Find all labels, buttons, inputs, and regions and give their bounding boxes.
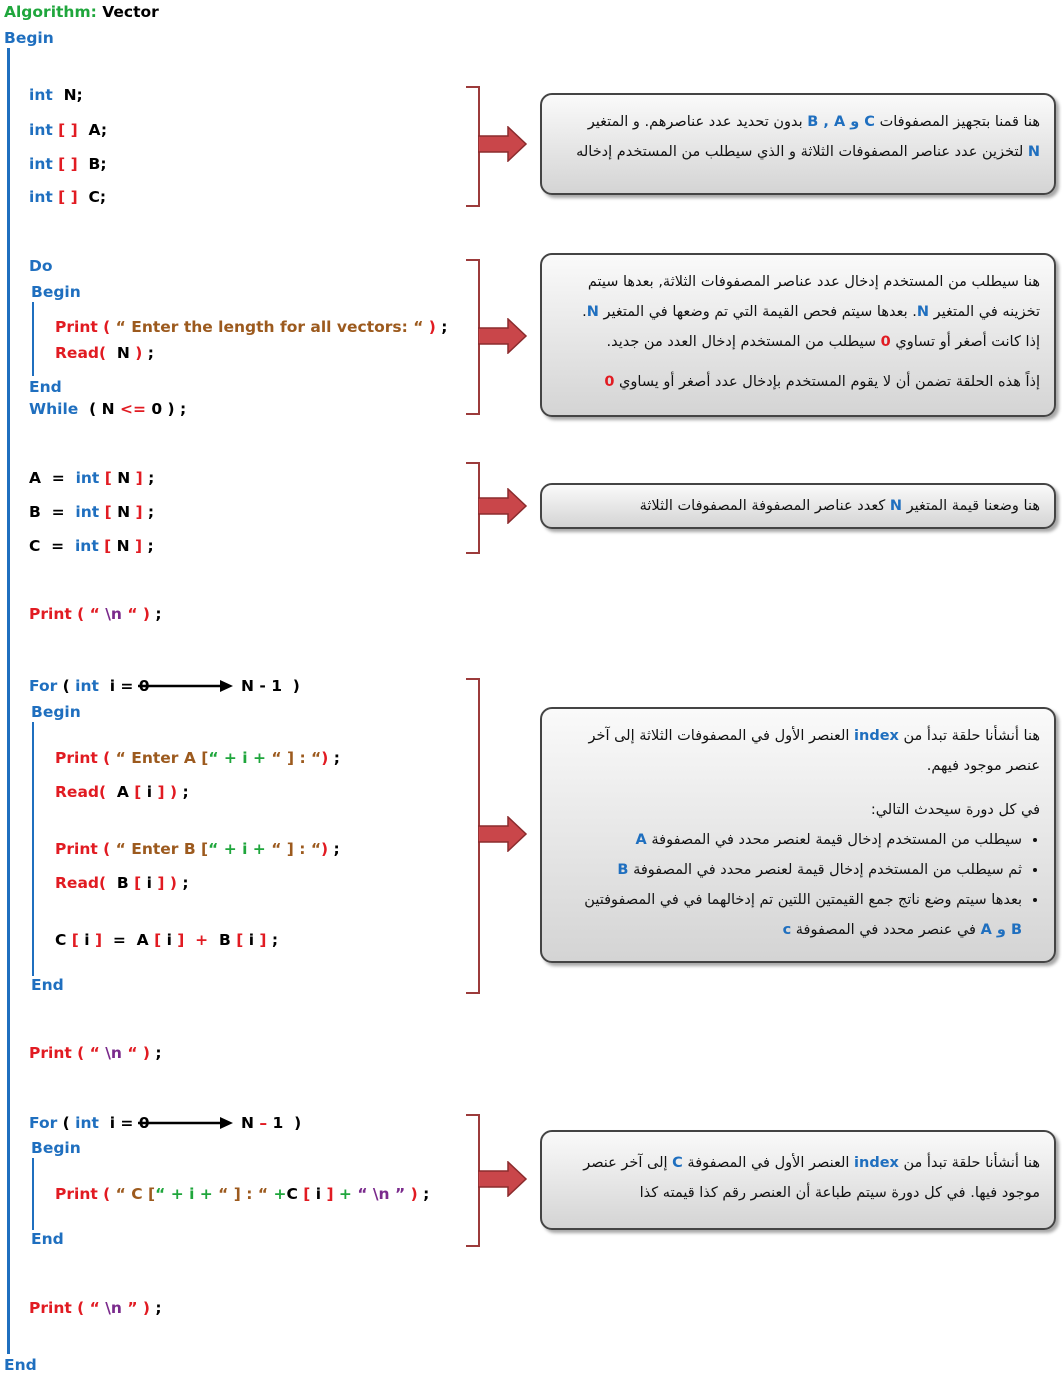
- do-read: Read( N ) ;: [55, 344, 154, 362]
- note-allocation: [540, 483, 1056, 529]
- note4-bullet2: [556, 855, 1022, 885]
- note-text: . بعدها سيتم فحص القيمة التي تم وضعها في المتغير: [603, 304, 917, 320]
- outer-block-line: [7, 48, 10, 1354]
- note-text: هنا أنشأنا حلقة تبدأ من: [903, 728, 1040, 744]
- note-text: في عنصر محدد في المصفوفة: [795, 922, 976, 938]
- kw-read: Read: [55, 344, 100, 362]
- for1-print-a: Print ( “ Enter A [“ + i + “ ] : “) ;: [55, 749, 340, 767]
- print-newline: “ \n ”: [357, 1185, 406, 1203]
- algorithm-name: Vector: [102, 3, 159, 21]
- decl-b-name: B;: [88, 155, 107, 173]
- for1-begin: Begin: [31, 703, 81, 721]
- decl-b: [29, 155, 107, 173]
- note-text: كعدد عناصر المصفوفة المصفوفات الثلاثة: [639, 498, 886, 514]
- kw-print: Print: [29, 1044, 72, 1062]
- note-text: سيطلب من المستخدم إدخال قيمة لعنصر محدد في المصفوفة: [651, 832, 1022, 848]
- sum-b: B: [218, 931, 231, 949]
- note5-line2: موجود فيها. في كل دورة سيتم طباعة أن العنصر رقم كذا قيمته كذا: [639, 1185, 1040, 1201]
- alloc-n: N: [117, 503, 131, 521]
- kw-int: int: [75, 503, 100, 521]
- note4-bullets: [556, 825, 1040, 945]
- newline-escape: \n: [105, 1299, 122, 1317]
- note-text: العنصر الأول في المصفوفات الثلاثة إلى آخر: [588, 728, 850, 744]
- note-text: بعدها سيتم وضع ناتج جمع القيمتين اللتين تم إدخالهما في في المصفوفتين: [584, 892, 1022, 908]
- prompt-b: “ Enter B [: [115, 840, 209, 858]
- note3-line: [556, 491, 1040, 521]
- index-var: i: [248, 931, 255, 949]
- note-text: هنا وضعنا قيمة المتغير: [906, 498, 1040, 514]
- note-text: تخزينه في المتغير: [933, 304, 1040, 320]
- for2-end-n: N: [241, 1114, 254, 1132]
- alloc-a: A = int [ N ] ;: [29, 469, 155, 487]
- print-newline-1: Print ( “ \n “ ) ;: [29, 605, 162, 623]
- decl-c-name: C;: [88, 188, 107, 206]
- note-var: C: [672, 1155, 683, 1171]
- for1-print-b: Print ( “ Enter B [“ + i + “ ] : “) ;: [55, 840, 340, 858]
- outer-begin: Begin: [4, 29, 54, 47]
- note-text: بدون تحديد عدد عناصرهم. و المتغير: [587, 114, 803, 130]
- note-declarations: [540, 93, 1056, 195]
- for1-block-line: [32, 722, 34, 976]
- arrow-right-icon: [478, 1161, 528, 1197]
- note4-bullet1: [556, 825, 1022, 855]
- for1-header: For ( int i = 0: [29, 677, 150, 695]
- read-var: N: [116, 344, 130, 362]
- for1-end: N - 1 ): [241, 677, 300, 695]
- cond-val: 0: [151, 400, 163, 418]
- note-text: إلى آخر عنصر: [583, 1155, 668, 1171]
- read-b-var: B: [116, 874, 129, 892]
- alloc-b-var: B: [29, 503, 41, 521]
- decl-n: [29, 86, 83, 104]
- note2-line2: تخزينه في المتغير N. بعدها سيتم فحص القيمة التي تم وضعها في المتغير N.: [582, 304, 1040, 320]
- for2-end-keyword: End: [31, 1230, 64, 1248]
- kw-int: int: [29, 188, 53, 206]
- prompt-close: “ ] : “: [271, 840, 322, 858]
- note-text: إذا كانت أصغر أو تساوي: [895, 334, 1040, 350]
- sum-a: A: [136, 931, 149, 949]
- cond-var: N: [101, 400, 115, 418]
- note2-line3: [556, 327, 1040, 357]
- do-begin: Begin: [31, 283, 81, 301]
- note-var: N: [889, 498, 902, 514]
- kw-int: int: [75, 1114, 99, 1132]
- read-a-var: A: [116, 783, 129, 801]
- kw-print: Print: [55, 840, 98, 858]
- note-var: A: [635, 832, 647, 848]
- for1-read-a: Read( A [ i ] ) ;: [55, 783, 189, 801]
- note-text: العنصر الأول في المصفوفة: [687, 1155, 850, 1171]
- newline-escape: \n: [105, 605, 122, 623]
- outer-end: End: [4, 1356, 37, 1374]
- plus-i: “ + i +: [208, 840, 272, 858]
- prompt-a: “ Enter A [: [115, 749, 209, 767]
- arrow-right-icon: [478, 126, 528, 162]
- do-end: End: [29, 378, 62, 396]
- for2-end-minus: –: [259, 1114, 268, 1132]
- decl-a: [29, 121, 107, 139]
- do-print: Print ( “ Enter the length for all vectors: “ ) ;: [55, 318, 448, 336]
- note4-line1: [556, 721, 1040, 751]
- note4-bullet3: [556, 885, 1022, 945]
- print-newline-3: Print ( “ \n ” ) ;: [29, 1299, 162, 1317]
- for2-begin: Begin: [31, 1139, 81, 1157]
- print-newline-2: Print ( “ \n “ ) ;: [29, 1044, 162, 1062]
- for2-block-line: [32, 1158, 34, 1230]
- kw-for: For: [29, 1114, 58, 1132]
- alloc-n: N: [117, 469, 131, 487]
- kw-read: Read: [55, 783, 100, 801]
- note4-line3: في كل دورة سيحدث التالي:: [870, 802, 1040, 818]
- alloc-n: N: [116, 537, 130, 555]
- kw-int: int: [29, 121, 53, 139]
- note-index: index: [854, 728, 899, 744]
- for1-arrow-icon: [138, 678, 234, 694]
- kw-for: For: [29, 677, 58, 695]
- index-var: i: [315, 1185, 322, 1203]
- for1-end-keyword: End: [31, 976, 64, 994]
- plus-i: “ + i +: [208, 749, 272, 767]
- note-var: N: [1027, 144, 1040, 160]
- note-var: c: [782, 922, 792, 938]
- note-var: B و A: [980, 922, 1022, 938]
- cond-op: <=: [119, 400, 146, 418]
- arrow-right-icon: [478, 816, 528, 852]
- kw-int: int: [75, 677, 99, 695]
- index-var: i: [146, 783, 153, 801]
- note-index: index: [854, 1155, 899, 1171]
- print-open: “ C [: [115, 1185, 156, 1203]
- print-close: “ ] : “: [218, 1185, 269, 1203]
- brackets: [ ]: [58, 155, 78, 173]
- note-text: إذاً هذه الحلقة تضمن أن لا يقوم المستخدم بإدخال عدد أصغر أو يساوي: [619, 374, 1040, 390]
- for1-sum: C [ i ] = A [ i ] + B [ i ] ;: [55, 931, 279, 949]
- arrow-right-icon: [478, 318, 528, 354]
- note-var: B: [617, 862, 629, 878]
- note-text: هنا أنشأنا حلقة تبدأ من: [903, 1155, 1040, 1171]
- note-var: C و B , A: [807, 114, 875, 130]
- index-var: i: [84, 931, 90, 949]
- kw-int: int: [29, 86, 53, 104]
- kw-while: While: [29, 400, 79, 418]
- for2-arrow-icon: [138, 1115, 234, 1131]
- for2-header: For ( int i = 0: [29, 1114, 150, 1132]
- note5-line1: [556, 1148, 1040, 1178]
- sum-c: C: [55, 931, 67, 949]
- for2-print: Print ( “ C [“ + i + “ ] : “ +C [ i ] + “ \n ” ) ;: [55, 1185, 430, 1203]
- note-for1: [540, 707, 1056, 963]
- index-var: i: [146, 874, 152, 892]
- note2-line1: هنا سيطلب من المستخدم إدخال عدد عناصر المصفوفات الثلاثة, بعدها سيتم: [587, 274, 1040, 290]
- alloc-a-var: A: [29, 469, 41, 487]
- note-text: سيطلب من المستخدم إدخال العدد من جديد.: [606, 334, 877, 350]
- while-condition: While ( N <= 0 ) ;: [29, 400, 187, 418]
- note1-line2: [556, 137, 1040, 167]
- algorithm-header: [4, 3, 159, 21]
- newline-escape: \n: [105, 1044, 122, 1062]
- do-block-line: [32, 302, 34, 376]
- note-zero: 0: [604, 374, 615, 390]
- note4-line2: عنصر موجود فيهم.: [926, 758, 1040, 774]
- kw-read: Read: [55, 874, 100, 892]
- note1-line1: [556, 107, 1040, 137]
- kw-int: int: [75, 469, 100, 487]
- for2-end-one: 1: [272, 1114, 284, 1132]
- note-for2: [540, 1130, 1056, 1230]
- note-var: N: [916, 304, 929, 320]
- kw-print: Print: [55, 749, 98, 767]
- note-do-while: [540, 253, 1056, 417]
- plus-i: “ + i +: [155, 1185, 219, 1203]
- do-keyword: Do: [29, 257, 53, 275]
- note-text: لتخزين عدد عناصر المصفوفات الثلاثة و الذي سيطلب من المستخدم إدخاله: [576, 144, 1024, 160]
- print-c: C: [286, 1185, 298, 1203]
- index-var: i: [166, 931, 172, 949]
- arrow-right-icon: [478, 488, 528, 524]
- for1-read-b: Read( B [ i ] ) ;: [55, 874, 189, 892]
- note2-line4: [556, 367, 1040, 397]
- brackets: [ ]: [58, 188, 78, 206]
- for2-end: N – 1 ): [241, 1114, 302, 1132]
- kw-print: Print: [29, 605, 72, 623]
- kw-print: Print: [29, 1299, 72, 1317]
- algorithm-label: Algorithm:: [4, 3, 97, 21]
- alloc-b: B = int [ N ] ;: [29, 503, 155, 521]
- note-var: N: [586, 304, 599, 320]
- prompt-string: “ Enter the length for all vectors: “: [115, 318, 424, 336]
- decl-a-name: A;: [88, 121, 108, 139]
- kw-print: Print: [55, 1185, 98, 1203]
- decl-c: [29, 188, 106, 206]
- prompt-close: “ ] : “: [271, 749, 322, 767]
- decl-n-name: N;: [63, 86, 83, 104]
- note-zero: 0: [880, 334, 891, 350]
- kw-int: int: [29, 155, 53, 173]
- note-text: ثم سيطلب من المستخدم إدخال قيمة لعنصر محدد في المصفوفة: [633, 862, 1022, 878]
- brackets: [ ]: [58, 121, 78, 139]
- alloc-c-var: C: [29, 537, 41, 555]
- kw-print: Print: [55, 318, 98, 336]
- alloc-c: C = int [ N ] ;: [29, 537, 154, 555]
- kw-int: int: [74, 537, 99, 555]
- note-text: هنا قمنا بتجهيز المصفوفات: [879, 114, 1040, 130]
- for2-init: i = 0: [109, 1114, 150, 1132]
- for1-end-value: N - 1: [241, 677, 282, 695]
- for1-init: i = 0: [109, 677, 150, 695]
